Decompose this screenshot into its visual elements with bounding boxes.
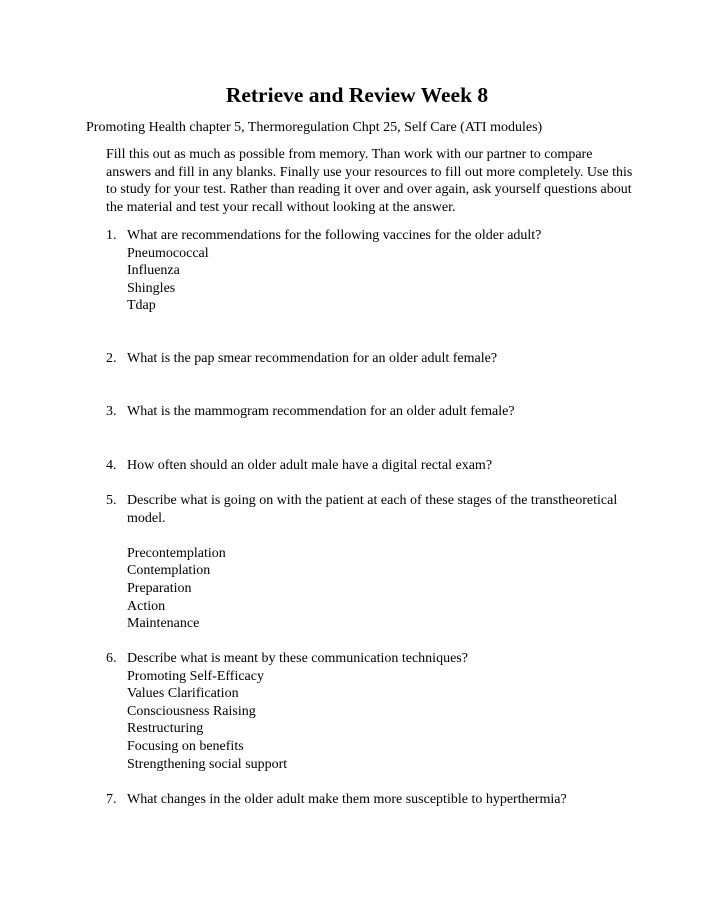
- question-text: What changes in the older adult make them more susceptible to hyperthermia?: [127, 792, 567, 807]
- question-body: [127, 350, 637, 368]
- document-title: Retrieve and Review Week 8: [225, 83, 489, 107]
- list-item: Precontemplation: [127, 545, 226, 561]
- question-text: Describe what is going on with the patient at each of these stages of the transtheoretical model.: [127, 493, 618, 526]
- list-item: Maintenance: [127, 616, 200, 632]
- list-item: Tdap: [127, 298, 156, 314]
- question-number: 4.: [106, 458, 117, 473]
- list-item: Values Clarification: [127, 686, 239, 702]
- stage-list: [127, 545, 637, 633]
- document-subtitle: Promoting Health chapter 5, Thermoregulation Chpt 25, Self Care (ATI modules): [86, 120, 543, 135]
- vaccine-list: [127, 245, 637, 315]
- list-item: Pneumococcal: [127, 245, 209, 261]
- list-item: Preparation: [127, 580, 192, 596]
- question-body: [127, 650, 637, 773]
- question-text: What is the mammogram recommendation for an older adult female?: [127, 404, 515, 419]
- list-item: Action: [127, 598, 166, 614]
- list-item: Focusing on benefits: [127, 738, 244, 754]
- question-number: 2.: [106, 351, 117, 366]
- question-number: 7.: [106, 792, 117, 807]
- question-number: 3.: [106, 404, 117, 419]
- question-body: [127, 457, 637, 475]
- technique-list: [127, 668, 637, 774]
- list-item: Strengthening social support: [127, 756, 288, 772]
- list-item: Promoting Self-Efficacy: [127, 668, 264, 684]
- list-item: Restructuring: [127, 721, 204, 737]
- question-text: What is the pap smear recommendation for an older adult female?: [127, 351, 498, 366]
- list-item: Influenza: [127, 263, 180, 279]
- instructions-paragraph: Fill this out as much as possible from memory. Than work with our partner to compare answers and fill in any blanks. Finally use your resources to fill out more completely. Use this to study for your test. Rather than reading it over and over again, ask yourself questions about the material and test your recall without looking at the answer.: [106, 147, 633, 215]
- question-text: How often should an older adult male have a digital rectal exam?: [127, 458, 493, 473]
- question-body: [127, 791, 637, 809]
- question-number: 6.: [106, 651, 117, 666]
- list-item: Contemplation: [127, 563, 211, 579]
- question-number: 1.: [106, 228, 117, 243]
- list-item: Shingles: [127, 280, 176, 296]
- question-text: What are recommendations for the following vaccines for the older adult?: [127, 228, 542, 243]
- question-body: [127, 403, 637, 421]
- question-body: [127, 227, 637, 315]
- question-body: [127, 492, 637, 633]
- question-text: Describe what is meant by these communication techniques?: [127, 651, 468, 666]
- question-number: 5.: [106, 493, 117, 508]
- list-item: Consciousness Raising: [127, 703, 256, 719]
